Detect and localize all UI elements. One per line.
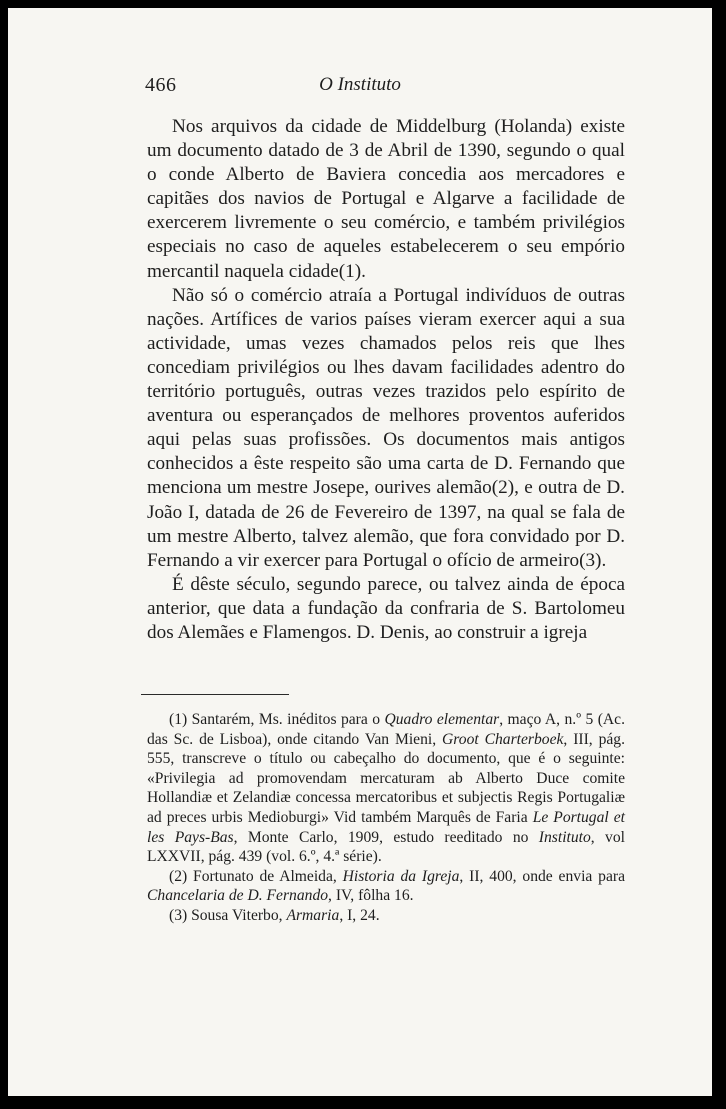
page-header [8, 74, 712, 104]
paragraph-text: . [361, 260, 366, 282]
footnote-reference: (3) [579, 549, 602, 571]
footnote-text: Santarém, Ms. inéditos para o [187, 711, 385, 728]
main-text [147, 115, 625, 645]
footnote-text: Fortunato de Almeida, [187, 867, 343, 885]
footnote-marker: (3) [169, 906, 188, 924]
paragraph-text: É dêste século, segundo parece, ou talvez ainda de época anterior, que data a fundação da confraria de S. Bartolomeu dos Alemães e Flamengos. D. Denis, ao construir a igreja [147, 573, 625, 643]
work-title: Armaria [286, 906, 340, 924]
footnote-text: Sousa Viterbo, [187, 906, 287, 924]
footnote-2 [147, 867, 625, 906]
paragraph [147, 115, 625, 284]
footnote-text: , Monte Carlo, 1909, estudo reeditado no [233, 828, 539, 846]
footnote-text: , III, pág. 555, transcreve o título ou cabeçalho do documento, que é o seguinte: «Privilegia ad promovendam mercaturam ab Alberto Duce comite Hollandiæ et Zelandiæ concessa mercatoribus et subjectis Regis Portugaliæ ad preces urbis Medioburgi» Vid também Marquês de Faria [147, 730, 625, 826]
footnote-text: , I, 24. [339, 906, 380, 924]
footnote-reference: (2) [491, 477, 515, 499]
footnote-reference: (1) [338, 260, 362, 282]
footnote-1 [147, 710, 625, 867]
footnote-marker: (1) [169, 711, 188, 728]
paragraph-text: . [601, 549, 607, 571]
paragraph-text: , e outra de D. João I, datada de 26 de Fevereiro de 1397, na qual se fala de um mestre Alberto, talvez alemão, que fora convidado por D. Fernando a vir exercer para Portugal o ofício de armeiro [147, 477, 625, 571]
running-title: O Instituto [319, 74, 401, 95]
work-title: Historia da Igreja [342, 867, 460, 885]
work-title: Quadro elementar [384, 711, 500, 728]
work-title: Instituto [538, 828, 591, 846]
footnote-text: , vol LXXVII, pág. 439 (vol. 6.º, 4.ª série). [147, 828, 625, 866]
work-title: Chancelaria de D. Fernando [147, 887, 329, 905]
work-title: Le Portugal et les Pays-Bas [147, 808, 625, 846]
footnote-text: , II, 400, onde envia para [459, 867, 625, 885]
paragraph-text: Nos arquivos da cidade de Middelburg (Holanda) existe um documento datado de 3 de Abril de 1390, segundo o qual o conde Alberto de Baviera concedia aos mercadores e capitães dos navios de Portugal e Algarve a facilidade de exercerem livremente o seu comércio, e também privilégios especiais no caso de aqueles estabelecerem o seu empório mercantil naquela cidade [147, 116, 625, 282]
footnotes [147, 710, 625, 926]
footnote-text: , IV, fôlha 16. [328, 887, 414, 905]
paragraph-text: Não só o comércio atraía a Portugal indivíduos de outras nações. Artífices de varios países vieram exercer aqui a sua actividade, umas vezes chamados pelos reis que lhes concediam privilégios ou lhes davam facilidades adentro do território português, outras vezes trazidos pelo espírito de aventura ou esperançados de melhores proventos auferidos aqui pelas suas profissões. Os documentos mais antigos conhecidos a êste respeito são uma carta de D. Fernando que menciona um mestre Josepe, ourives alemão [147, 284, 625, 499]
book-page [8, 8, 712, 1096]
footnote-3 [147, 906, 625, 926]
footnote-marker: (2) [169, 867, 188, 885]
footnote-divider [141, 694, 289, 695]
paragraph [147, 284, 625, 573]
footnote-text: , maço A, n.º 5 (Ac. das Sc. de Lisboa), onde citando Van Mieni, [147, 711, 625, 748]
paragraph [147, 573, 625, 645]
work-title: Groot Charterboek [442, 730, 564, 748]
page-number: 466 [145, 74, 177, 96]
